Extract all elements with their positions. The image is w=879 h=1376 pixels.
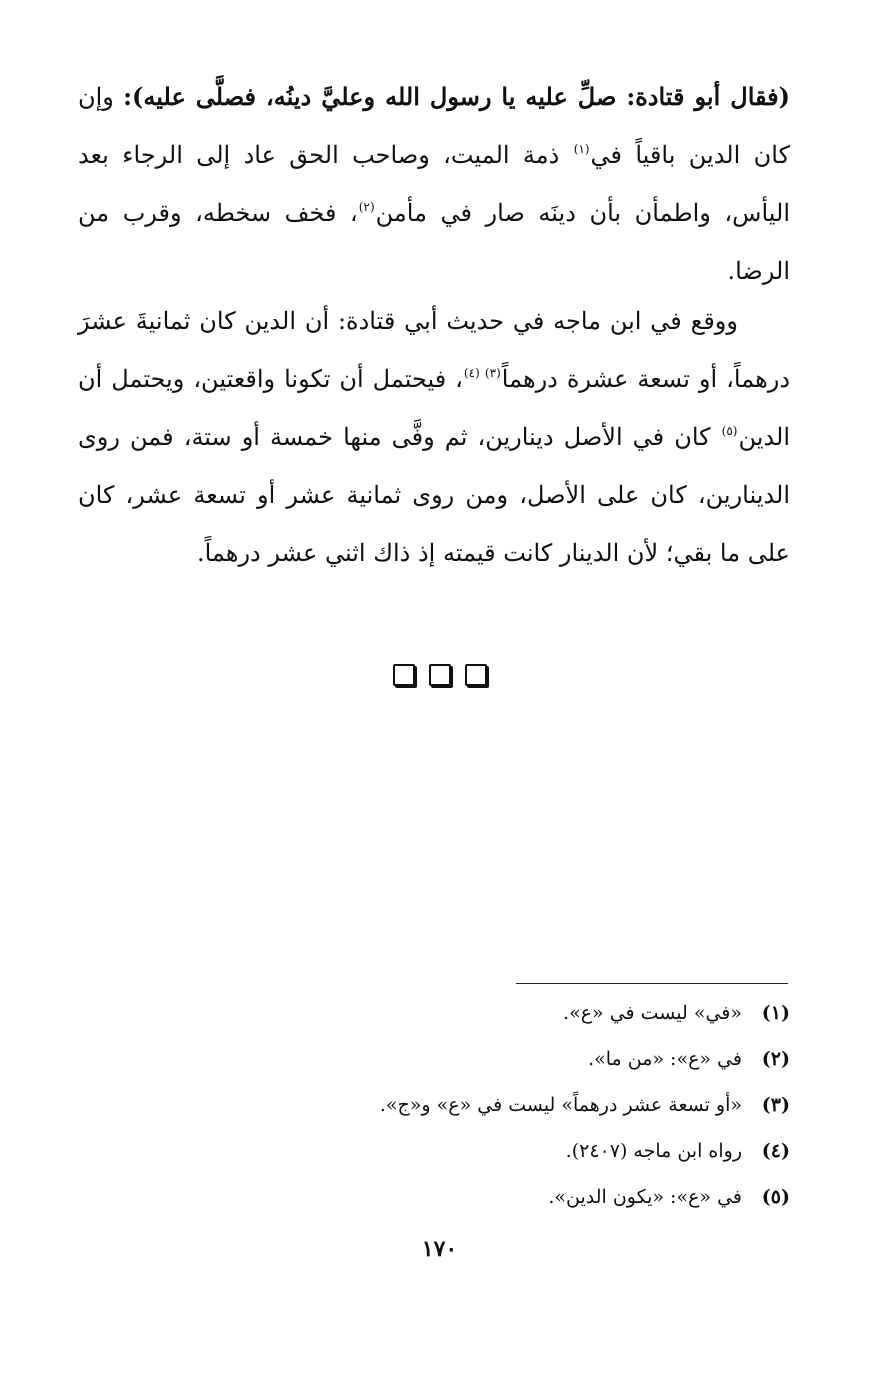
footnote-number: (١) xyxy=(761,1002,790,1024)
square-ornament-icon xyxy=(393,664,415,686)
footnote-number: (٤) xyxy=(761,1140,790,1162)
footnotes-list xyxy=(120,993,790,1223)
footnote-item xyxy=(120,1177,790,1223)
footnote-text: رواه ابن ماجه (٢٤٠٧). xyxy=(565,1140,742,1162)
square-ornament-icon xyxy=(429,664,451,686)
footnote-separator xyxy=(516,983,788,984)
paragraph-text: ، فيحتمل أن تكونا واقعتين، ويحتمل أن الدين xyxy=(78,365,790,451)
footnote-ref-2[interactable]: (٢) xyxy=(358,200,375,214)
paragraph-text: ووقع في ابن ماجه في حديث أبي قتادة: أن الدين كان ثمانيةَ عشرَ درهماً، أو تسعة عشرة درهماً xyxy=(78,307,791,393)
paragraph-text: ذمة الميت، وصاحب الحق عاد إلى الرجاء بعد اليأس، واطمأن بأن دينَه صار في مأمن xyxy=(78,141,790,227)
footnote-item xyxy=(120,993,790,1039)
footnote-item xyxy=(120,1131,790,1177)
footnote-text: في «ع»: «يكون الدين». xyxy=(548,1186,742,1208)
paragraph-text: ، فخف سخطه، وقرب من الرضا. xyxy=(78,199,790,285)
body-paragraph-1 xyxy=(78,68,790,300)
paragraph-text: كان في الأصل دينارين، ثم وفَّى منها خمسة أو ستة، فمن روى الدينارين، كان على الأصل، ومن روى ثمانية عشر أو تسعة عشر، كان على ما بقي؛ لأن الدينار كانت قيمته إذ ذاك اثني عشر درهماً. xyxy=(78,423,790,567)
page-number: ١٧٠ xyxy=(421,1236,458,1262)
footnote-item xyxy=(120,1039,790,1085)
footnote-text: «أو تسعة عشر درهماً» ليست في «ع» و«ج». xyxy=(379,1094,742,1116)
section-divider xyxy=(0,664,879,690)
footnote-text: في «ع»: «من ما». xyxy=(588,1048,742,1070)
quoted-hadith-text: (فقال أبو قتادة: صلِّ عليه يا رسول الله وعليَّ دينُه، فصلَّى عليه): xyxy=(123,82,790,111)
footnote-number: (٢) xyxy=(761,1048,790,1070)
footnote-text: «في» ليست في «ع». xyxy=(563,1002,742,1024)
square-ornament-icon xyxy=(465,664,487,686)
footnote-ref-3-4[interactable]: (٣) (٤) xyxy=(463,366,501,380)
footnote-item xyxy=(120,1085,790,1131)
body-paragraph-2 xyxy=(78,292,790,582)
footnote-ref-1[interactable]: (١) xyxy=(573,142,590,156)
paragraph-text: وإن كان الدين باقياً في xyxy=(78,83,790,169)
footnote-ref-5[interactable]: (٥) xyxy=(721,424,738,438)
footnote-number: (٣) xyxy=(761,1094,790,1116)
footnote-number: (٥) xyxy=(761,1186,790,1208)
